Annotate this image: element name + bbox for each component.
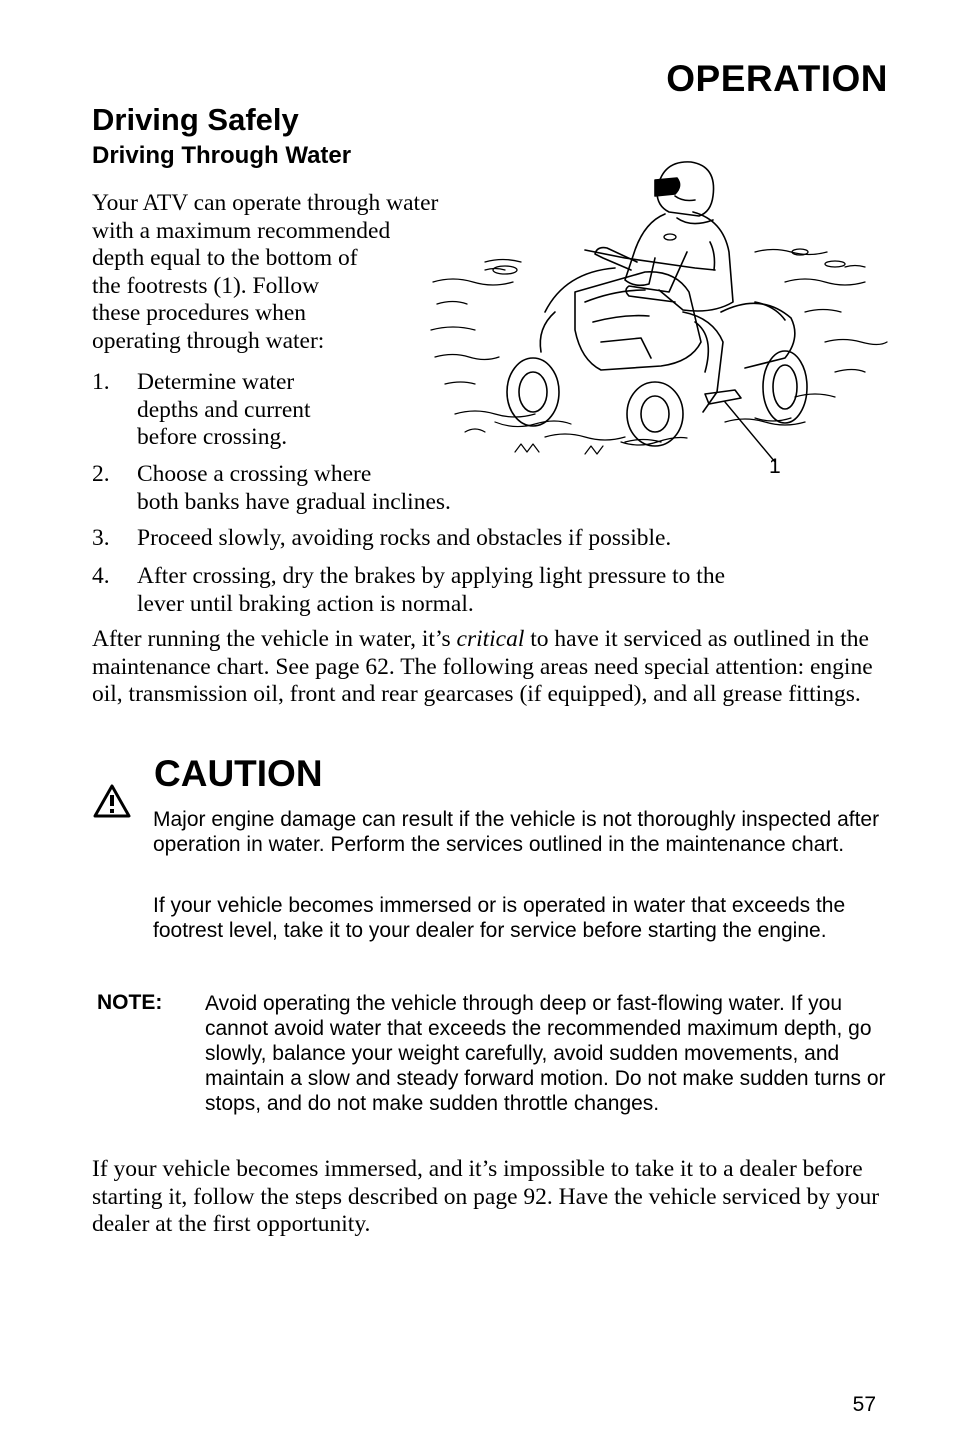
intro-line: the footrests (1). Follow [92,272,320,299]
step-line: Proceed slowly, avoiding rocks and obstacles if possible. [137,525,672,551]
step-line: lever until braking action is normal. [137,590,474,617]
section-title: OPERATION [666,58,888,99]
after-paragraph [92,626,892,709]
note-text: Avoid operating the vehicle through deep or fast-flowing water. If you cannot avoid water that exceeds the recommended maximum depth, go slowly, balance your weight carefully, avoid sudden movements, and maintain a slow and steady forward motion. Do not make sudden turns or stops, and do not make sudden throttle changes. [205,992,886,1115]
after-text-end: to have it serviced as outlined in the maintenance chart. See page 62. The following areas need special attention: engine oil, transmission oil, front and rear gearcases (if equipped), and all grease fittings. [92,626,873,707]
step-line: before crossing. [137,424,288,450]
atv-rider-in-water-illustration [425,152,895,462]
page-number: 57 [852,1393,876,1416]
step-line: After crossing, dry the brakes by applying light pressure to the [137,563,726,589]
after-text-start: After running the vehicle in water, it’s [92,626,457,652]
step-number: 2. [92,461,110,487]
sub-heading: Driving Through Water [92,142,352,169]
page-heading: Driving Safely [92,102,299,137]
step-number: 3. [92,525,110,551]
intro-line: with a maximum recommended [92,217,391,244]
caution-paragraph-2: If your vehicle becomes immersed or is operated in water that exceeds the footrest level, take it to your dealer for service before starting the engine. [153,894,846,942]
intro-line: depth equal to the bottom of [92,245,358,271]
final-paragraph: If your vehicle becomes immersed, and it’s impossible to take it to a dealer before starting it, follow the steps described on page 92. Have the vehicle serviced by your dealer at the first opportunity. [92,1156,880,1237]
step-line: both banks have gradual inclines. [137,488,451,515]
caution-title: CAUTION [154,753,323,794]
intro-line: Your ATV can operate through water [92,190,439,216]
intro-line: operating through water: [92,327,325,354]
after-emphasis: critical [456,626,525,652]
step-text [137,461,451,516]
note-label: NOTE: [97,991,163,1014]
warning-triangle-icon [92,783,132,819]
intro-line: these procedures when [92,300,307,326]
step-line: Choose a crossing where [137,461,372,487]
callout-label: 1 [769,455,781,478]
step-number: 4. [92,563,110,589]
caution-paragraph-1: Major engine damage can result if the vehicle is not thoroughly inspected after operation in water. Perform the services outlined in the maintenance chart. [153,808,880,856]
step-text [137,369,311,452]
step-text [137,525,671,553]
step-line: Determine water [137,369,295,395]
step-line: depths and current [137,396,311,423]
step-number: 1. [92,369,110,395]
step-text [137,563,725,618]
